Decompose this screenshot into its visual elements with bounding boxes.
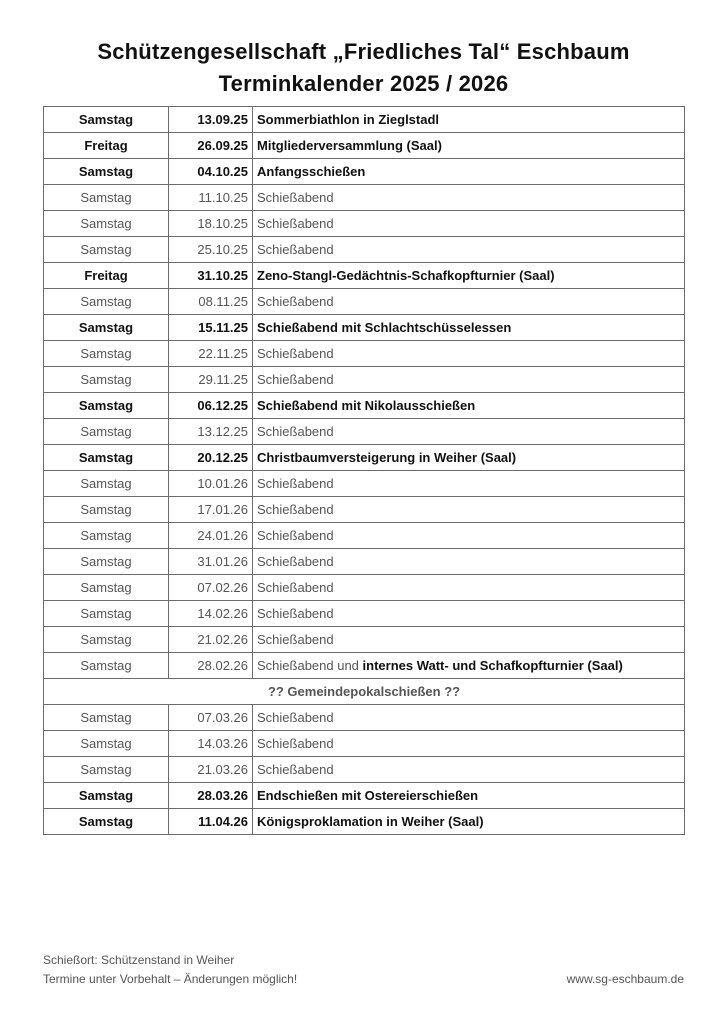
event-cell (253, 419, 685, 445)
date-cell: 31.10.25 (169, 263, 253, 289)
table-row (44, 653, 685, 679)
event-text: Schießabend (257, 346, 334, 361)
document-subtitle: Terminkalender 2025 / 2026 (218, 71, 509, 96)
weekday-cell: Samstag (44, 627, 169, 653)
date-cell: 04.10.25 (169, 159, 253, 185)
footer-website[interactable]: www.sg-eschbaum.de (566, 972, 684, 986)
table-row (44, 549, 685, 575)
table-row (44, 315, 685, 341)
table-row (44, 731, 685, 757)
weekday-cell: Samstag (44, 159, 169, 185)
date-cell: 07.02.26 (169, 575, 253, 601)
date-cell: 31.01.26 (169, 549, 253, 575)
weekday-cell: Samstag (44, 289, 169, 315)
table-row (44, 679, 685, 705)
event-text: Sommerbiathlon in Zieglstadl (257, 112, 440, 127)
date-cell: 21.03.26 (169, 757, 253, 783)
date-cell: 08.11.25 (169, 289, 253, 315)
event-cell (253, 601, 685, 627)
event-text: Schießabend (257, 502, 334, 517)
date-cell: 20.12.25 (169, 445, 253, 471)
table-row (44, 289, 685, 315)
event-text: Zeno-Stangl-Gedächtnis-Schafkopfturnier (Saal) (257, 268, 555, 283)
table-row (44, 159, 685, 185)
weekday-cell: Freitag (44, 133, 169, 159)
table-row (44, 471, 685, 497)
table-row (44, 237, 685, 263)
weekday-cell: Samstag (44, 367, 169, 393)
date-cell: 24.01.26 (169, 523, 253, 549)
event-text: Schießabend (257, 528, 334, 543)
event-cell (253, 341, 685, 367)
date-cell: 22.11.25 (169, 341, 253, 367)
weekday-cell: Samstag (44, 653, 169, 679)
event-text: Schießabend (257, 632, 334, 647)
event-text: Schießabend (257, 710, 334, 725)
event-cell (253, 159, 685, 185)
weekday-cell: Samstag (44, 523, 169, 549)
event-cell (253, 237, 685, 263)
event-calendar-table (43, 106, 685, 835)
table-row (44, 419, 685, 445)
table-row (44, 783, 685, 809)
table-row (44, 185, 685, 211)
date-cell: 13.09.25 (169, 107, 253, 133)
table-row (44, 575, 685, 601)
event-cell (253, 809, 685, 835)
date-cell: 26.09.25 (169, 133, 253, 159)
event-highlight-text: internes Watt- und Schafkopfturnier (Saal) (362, 658, 623, 673)
event-text: Schießabend (257, 424, 334, 439)
weekday-cell: Samstag (44, 549, 169, 575)
event-text: Schießabend (257, 762, 334, 777)
event-cell (253, 289, 685, 315)
event-cell (253, 549, 685, 575)
event-text: Christbaumversteigerung in Weiher (Saal) (257, 450, 517, 465)
weekday-cell: Samstag (44, 419, 169, 445)
weekday-cell: Samstag (44, 575, 169, 601)
table-row (44, 497, 685, 523)
table-row (44, 211, 685, 237)
date-cell: 13.12.25 (169, 419, 253, 445)
event-text: Mitgliederversammlung (Saal) (257, 138, 442, 153)
table-row (44, 107, 685, 133)
footer-location: Schießort: Schützenstand in Weiher (43, 953, 235, 967)
table-row (44, 627, 685, 653)
event-text: Königsproklamation in Weiher (Saal) (257, 814, 484, 829)
event-text: Schießabend mit Nikolausschießen (257, 398, 476, 413)
event-cell (253, 653, 685, 679)
weekday-cell: Samstag (44, 705, 169, 731)
date-cell: 14.02.26 (169, 601, 253, 627)
event-cell (253, 315, 685, 341)
table-row (44, 367, 685, 393)
weekday-cell: Samstag (44, 783, 169, 809)
date-cell: 14.03.26 (169, 731, 253, 757)
event-cell (253, 445, 685, 471)
event-text: Anfangsschießen (257, 164, 366, 179)
event-cell (253, 523, 685, 549)
date-cell: 11.10.25 (169, 185, 253, 211)
event-cell (253, 263, 685, 289)
event-text: Schießabend (257, 736, 334, 751)
event-text: Schießabend und (257, 658, 363, 673)
event-cell (253, 185, 685, 211)
event-cell (253, 731, 685, 757)
event-text: Schießabend mit Schlachtschüsselessen (257, 320, 512, 335)
event-text: Schießabend (257, 580, 334, 595)
date-cell: 15.11.25 (169, 315, 253, 341)
table-row (44, 809, 685, 835)
date-cell: 25.10.25 (169, 237, 253, 263)
table-row (44, 757, 685, 783)
weekday-cell: Samstag (44, 497, 169, 523)
event-text: Schießabend (257, 294, 334, 309)
weekday-cell: Samstag (44, 341, 169, 367)
event-cell (253, 575, 685, 601)
event-cell (253, 107, 685, 133)
notice-row-label: ?? Gemeindepokalschießen ?? (44, 679, 685, 705)
date-cell: 11.04.26 (169, 809, 253, 835)
date-cell: 29.11.25 (169, 367, 253, 393)
event-cell (253, 367, 685, 393)
weekday-cell: Samstag (44, 107, 169, 133)
weekday-cell: Samstag (44, 237, 169, 263)
date-cell: 18.10.25 (169, 211, 253, 237)
date-cell: 28.02.26 (169, 653, 253, 679)
weekday-cell: Samstag (44, 471, 169, 497)
footer-disclaimer: Termine unter Vorbehalt – Änderungen möglich! (43, 972, 298, 986)
event-text: Schießabend (257, 554, 334, 569)
weekday-cell: Freitag (44, 263, 169, 289)
event-text: Schießabend (257, 476, 334, 491)
weekday-cell: Samstag (44, 601, 169, 627)
table-row (44, 263, 685, 289)
event-cell (253, 783, 685, 809)
table-row (44, 705, 685, 731)
weekday-cell: Samstag (44, 185, 169, 211)
weekday-cell: Samstag (44, 211, 169, 237)
event-cell (253, 757, 685, 783)
weekday-cell: Samstag (44, 731, 169, 757)
event-text: Schießabend (257, 190, 334, 205)
table-row (44, 523, 685, 549)
table-row (44, 601, 685, 627)
date-cell: 10.01.26 (169, 471, 253, 497)
date-cell: 17.01.26 (169, 497, 253, 523)
table-row (44, 445, 685, 471)
table-row (44, 341, 685, 367)
date-cell: 06.12.25 (169, 393, 253, 419)
event-text: Schießabend (257, 216, 334, 231)
weekday-cell: Samstag (44, 445, 169, 471)
weekday-cell: Samstag (44, 809, 169, 835)
weekday-cell: Samstag (44, 393, 169, 419)
event-cell (253, 627, 685, 653)
event-text: Schießabend (257, 606, 334, 621)
event-text: Schießabend (257, 372, 334, 387)
table-row (44, 133, 685, 159)
date-cell: 28.03.26 (169, 783, 253, 809)
table-row (44, 393, 685, 419)
event-cell (253, 471, 685, 497)
event-text: Endschießen mit Ostereierschießen (257, 788, 479, 803)
event-cell (253, 211, 685, 237)
event-cell (253, 705, 685, 731)
event-cell (253, 133, 685, 159)
weekday-cell: Samstag (44, 757, 169, 783)
event-cell (253, 393, 685, 419)
event-text: Schießabend (257, 242, 334, 257)
event-cell (253, 497, 685, 523)
document-title: Schützengesellschaft „Friedliches Tal“ Eschbaum (97, 39, 630, 64)
calendar-body (44, 107, 685, 835)
date-cell: 21.02.26 (169, 627, 253, 653)
date-cell: 07.03.26 (169, 705, 253, 731)
weekday-cell: Samstag (44, 315, 169, 341)
